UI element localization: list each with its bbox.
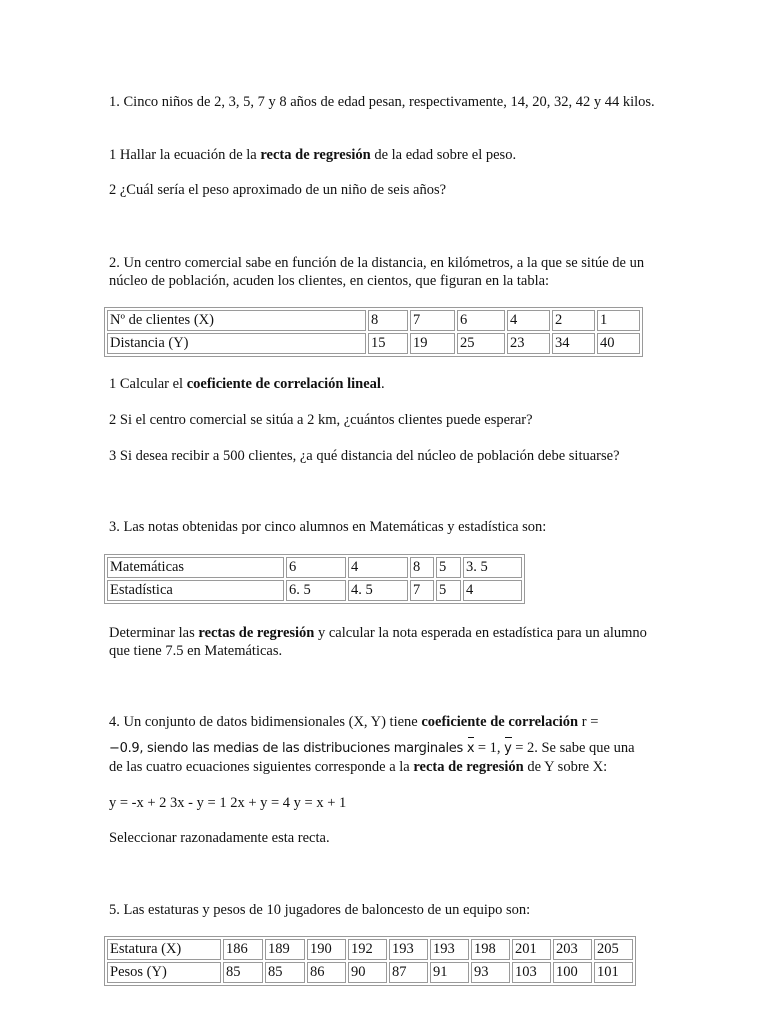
problem-3-statement: 3. Las notas obtenidas por cinco alumnos en Matemáticas y estadística son: — [109, 519, 547, 535]
problem-4-statement-line-3 — [109, 758, 709, 776]
table-cell: 40 — [597, 333, 640, 354]
problem-5-statement: 5. Las estaturas y pesos de 10 jugadores de baloncesto de un equipo son: — [109, 902, 531, 918]
bold-term: coeficiente de correlación lineal — [186, 376, 381, 392]
table-cell: 4 — [507, 310, 550, 331]
problem-5-table — [104, 936, 636, 986]
problem-1-statement: 1. Cinco niños de 2, 3, 5, 7 y 8 años de edad pesan, respectivamente, 14, 20, 32, 42 y 44 kilos. — [109, 94, 655, 110]
table-row — [107, 580, 522, 601]
table-cell: Estadística — [107, 580, 284, 601]
table-cell: 93 — [471, 962, 510, 983]
table-cell: 190 — [307, 939, 346, 960]
table-cell: 4. 5 — [348, 580, 408, 601]
table-cell: 189 — [265, 939, 305, 960]
table-cell: 203 — [553, 939, 592, 960]
table-cell: 15 — [368, 333, 408, 354]
problem-2-statement: 2. Un centro comercial sabe en función de la distancia, en kilómetros, a la que se sitúe de un núcleo de población, acuden los clientes, en cientos, que figuran en la tabla: — [109, 255, 645, 289]
problem-1-question-1 — [109, 146, 669, 164]
problem-2-question-1 — [109, 375, 669, 393]
table-cell: 19 — [410, 333, 455, 354]
table-cell: 7 — [410, 310, 455, 331]
table-cell: 193 — [430, 939, 469, 960]
table-cell: 23 — [507, 333, 550, 354]
table-cell: 4 — [348, 557, 408, 578]
text: Determinar las — [109, 625, 199, 641]
table-cell: 193 — [389, 939, 428, 960]
text: 1 Calcular el — [109, 376, 187, 392]
problem-3-table — [104, 554, 525, 604]
table-cell: 8 — [368, 310, 408, 331]
table-cell: 6. 5 — [286, 580, 346, 601]
problem-4-equations: y = -x + 2 3x - y = 1 2x + y = 4 y = x + 1 — [109, 795, 347, 811]
table-cell: 85 — [265, 962, 305, 983]
table-row — [107, 939, 633, 960]
table-cell: 25 — [457, 333, 505, 354]
text: 1 Hallar la ecuación de la — [109, 147, 261, 163]
problem-4-instruction: Seleccionar razonadamente esta recta. — [109, 830, 330, 846]
table-cell: 4 — [463, 580, 522, 601]
text: de las cuatro ecuaciones siguientes corresponde a la — [109, 759, 414, 775]
table-cell: Estatura (X) — [107, 939, 221, 960]
table-cell: 86 — [307, 962, 346, 983]
table-cell: 87 — [389, 962, 428, 983]
table-cell: 198 — [471, 939, 510, 960]
table-cell: 90 — [348, 962, 387, 983]
table-cell: 205 — [594, 939, 633, 960]
problem-2-table — [104, 307, 643, 357]
table-cell: 7 — [410, 580, 434, 601]
table-cell: 3. 5 — [463, 557, 522, 578]
table-cell: Matemáticas — [107, 557, 284, 578]
text: r = — [578, 714, 599, 730]
table-cell: 101 — [594, 962, 633, 983]
bold-term: recta de regresión — [413, 759, 524, 775]
table-row — [107, 557, 522, 578]
x-bar-symbol: x — [466, 741, 475, 756]
bold-term: coeficiente de correlación — [421, 714, 579, 730]
table-cell: 5 — [436, 580, 461, 601]
problem-4-statement-line-1 — [109, 713, 669, 731]
table-cell: Distancia (Y) — [107, 333, 366, 354]
table-cell: 1 — [597, 310, 640, 331]
bold-term: rectas de regresión — [198, 625, 315, 641]
table-cell: 103 — [512, 962, 551, 983]
problem-2-question-2: 2 Si el centro comercial se sitúa a 2 km, ¿cuántos clientes puede esperar? — [109, 412, 533, 428]
problem-2-question-3: 3 Si desea recibir a 500 clientes, ¿a qué distancia del núcleo de población debe situarse? — [109, 448, 620, 464]
text: 4. Un conjunto de datos bidimensionales (X, Y) tiene — [109, 714, 422, 730]
text: −0.9, siendo las medias de las distribuciones marginales — [109, 741, 467, 756]
table-cell: 6 — [286, 557, 346, 578]
problem-3-question — [109, 624, 669, 660]
table-cell: 100 — [553, 962, 592, 983]
text: . — [380, 376, 385, 392]
problem-4-statement-line-2 — [109, 739, 709, 758]
table-cell: 186 — [223, 939, 263, 960]
table-cell: 192 — [348, 939, 387, 960]
table-cell: 6 — [457, 310, 505, 331]
table-cell: Pesos (Y) — [107, 962, 221, 983]
table-cell: 2 — [552, 310, 595, 331]
problem-1-question-2: 2 ¿Cuál sería el peso aproximado de un niño de seis años? — [109, 182, 447, 198]
y-bar-symbol: y — [504, 741, 512, 756]
table-row — [107, 310, 640, 331]
table-row — [107, 962, 633, 983]
table-cell: 5 — [436, 557, 461, 578]
table-row — [107, 333, 640, 354]
text: = 2. Se sabe que una — [511, 740, 635, 756]
text: de la edad sobre el peso. — [370, 147, 517, 163]
table-cell: Nº de clientes (X) — [107, 310, 366, 331]
text: = 1, — [474, 740, 505, 756]
bold-term: recta de regresión — [260, 147, 371, 163]
table-cell: 85 — [223, 962, 263, 983]
table-cell: 91 — [430, 962, 469, 983]
table-cell: 34 — [552, 333, 595, 354]
table-cell: 8 — [410, 557, 434, 578]
table-cell: 201 — [512, 939, 551, 960]
text: y calcular la nota esperada en estadística para un alumno que tiene 7.5 en Matemáticas. — [109, 625, 647, 659]
text: de Y sobre X: — [523, 759, 608, 775]
